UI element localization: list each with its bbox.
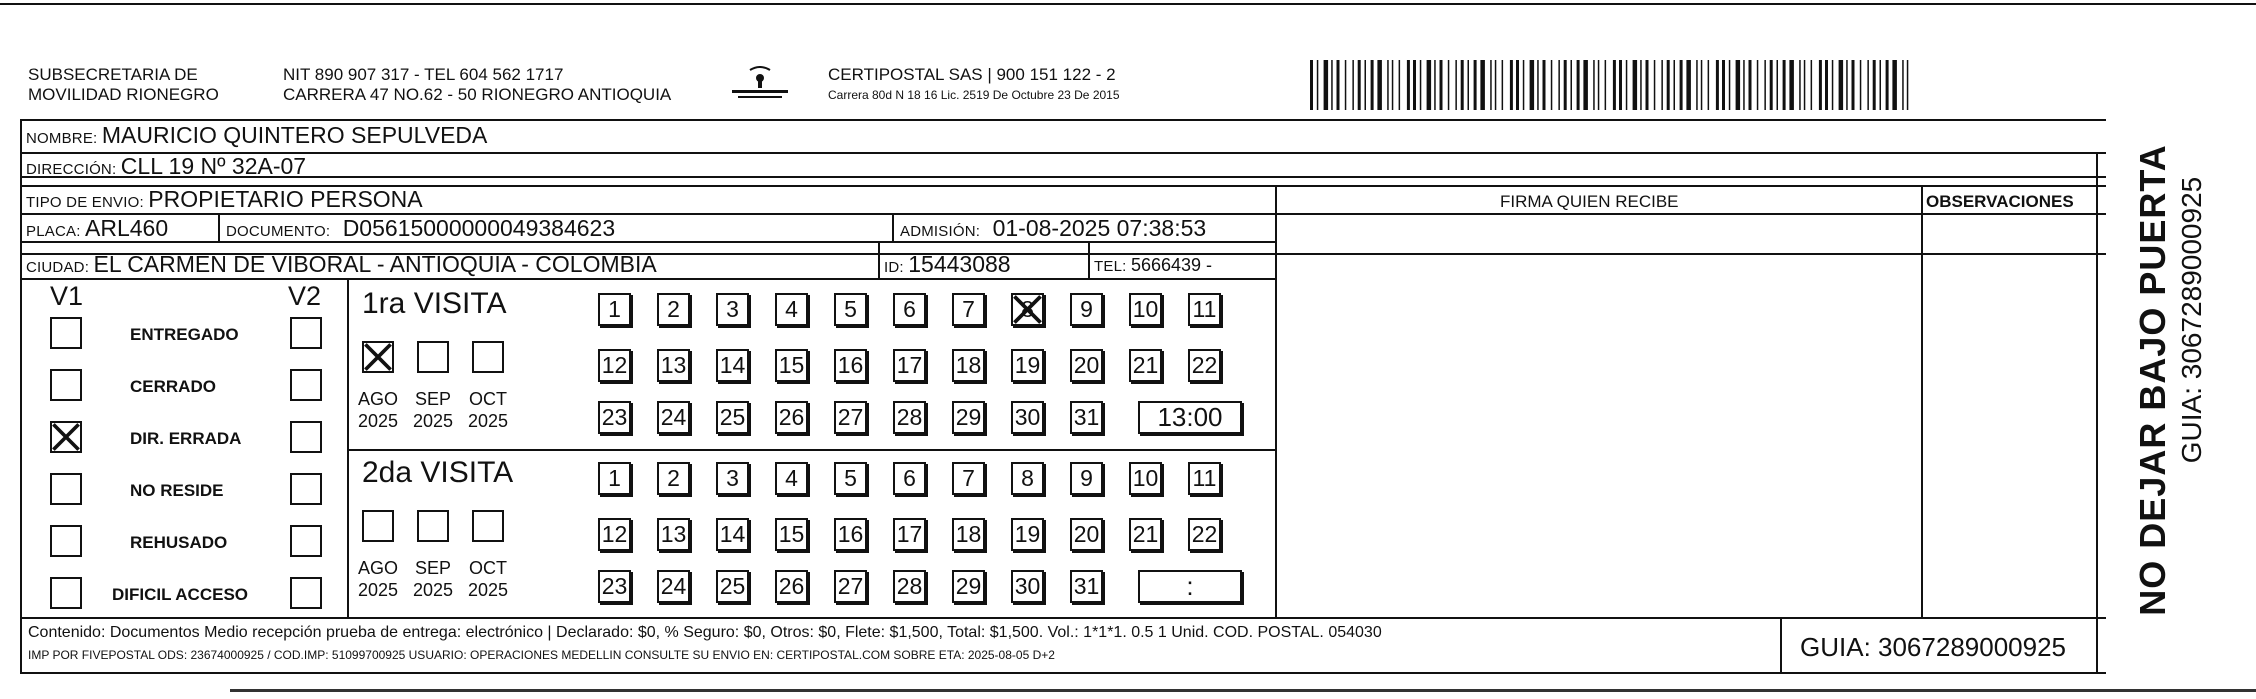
barcode-bar	[1764, 60, 1766, 110]
barcode-bar	[1407, 60, 1410, 110]
barcode-bar	[1387, 60, 1389, 110]
day-box[interactable]: 21	[1129, 349, 1162, 382]
nombre-field	[26, 124, 487, 147]
day-box[interactable]: 8	[1011, 293, 1044, 326]
footer-imp-line: IMP POR FIVEPOSTAL ODS: 23674000925 / COD.IMP: 51099700925 USUARIO: OPERACIONES MEDELLIN CONSULTE SU ENVIO EN: CERTIPOSTAL.COM SOBRE ETA: 2025-08-05 D+2	[28, 648, 1055, 662]
day-box[interactable]: 4	[775, 462, 808, 495]
barcode-bar	[1377, 60, 1382, 110]
barcode-bar	[1605, 60, 1607, 110]
row-line	[20, 241, 1275, 243]
documento-field	[226, 217, 615, 240]
table-bottom-line	[20, 672, 2106, 674]
admision-label: ADMISIÓN:	[900, 223, 981, 240]
barcode-bar	[1696, 60, 1698, 110]
barcode-bar	[1839, 60, 1844, 110]
v1-checkbox[interactable]	[50, 473, 82, 505]
day-box[interactable]: 15	[775, 518, 808, 551]
barcode-bar	[1626, 60, 1628, 110]
firma-area	[1262, 253, 1274, 254]
month-checkbox[interactable]	[417, 510, 449, 542]
day-box[interactable]: 4	[775, 293, 808, 326]
barcode-bar	[1413, 60, 1416, 110]
barcode-bar	[1832, 60, 1834, 110]
v1-checkbox[interactable]	[50, 525, 82, 557]
col-line	[347, 278, 349, 617]
month-label: AGO 2025	[357, 389, 399, 431]
barcode-bar	[1640, 60, 1642, 110]
barcode-bar	[1674, 60, 1676, 110]
barcode-bar	[1537, 60, 1539, 110]
barcode-bar	[1777, 60, 1779, 110]
v1-checkbox[interactable]	[50, 577, 82, 609]
admision-value: 01-08-2025 07:38:53	[992, 215, 1207, 241]
day-box[interactable]: 24	[657, 401, 690, 434]
barcode-bar	[1593, 60, 1595, 110]
barcode-bar	[1577, 60, 1580, 110]
barcode-bar	[1434, 60, 1436, 110]
barcode-bar	[1530, 60, 1535, 110]
day-box[interactable]: 20	[1070, 518, 1103, 551]
barcode-bar	[1440, 60, 1443, 110]
month-checkbox[interactable]	[472, 510, 504, 542]
barcode-bar	[1310, 60, 1313, 110]
day-box[interactable]: 14	[716, 518, 749, 551]
day-box[interactable]: 25	[716, 570, 749, 603]
barcode-bar	[1613, 60, 1616, 110]
barcode-bar	[1502, 60, 1504, 110]
top-edge-line	[0, 3, 2256, 5]
barcode-bar	[1633, 60, 1638, 110]
day-box[interactable]: 16	[834, 349, 867, 382]
month-label: AGO 2025	[357, 558, 399, 600]
month-label: SEP 2025	[412, 389, 454, 431]
row-line	[347, 449, 1275, 451]
direccion-value: CLL 19 Nº 32A-07	[120, 153, 307, 179]
day-box[interactable]: 19	[1011, 518, 1044, 551]
barcode-bar	[1770, 60, 1773, 110]
barcode-bar	[1783, 60, 1786, 110]
v1-checkbox[interactable]	[50, 421, 82, 453]
address-text: CARRERA 47 NO.62 - 50 RIONEGRO ANTIOQUIA	[283, 85, 672, 104]
direccion-label: DIRECCIÓN:	[26, 161, 117, 178]
barcode-bar	[1667, 60, 1670, 110]
barcode-bar	[1701, 60, 1703, 110]
direccion-field	[26, 155, 306, 178]
day-box[interactable]: 5	[834, 462, 867, 495]
id-field	[884, 253, 1011, 276]
no-dejar-bajo-puerta-text: NO DEJAR BAJO PUERTA	[2132, 144, 2173, 616]
day-box[interactable]: 2	[657, 462, 690, 495]
barcode-bar	[1399, 60, 1401, 110]
day-box[interactable]: 20	[1070, 349, 1103, 382]
day-box[interactable]: 22	[1188, 349, 1221, 382]
col-line	[218, 213, 220, 241]
observaciones-header: OBSERVACIONES	[1926, 192, 2074, 211]
v2-checkbox[interactable]	[290, 369, 322, 401]
col-line	[892, 213, 894, 241]
day-box[interactable]: 21	[1129, 518, 1162, 551]
barcode-bar	[1736, 60, 1741, 110]
day-box[interactable]: 29	[952, 401, 985, 434]
day-box[interactable]: 7	[952, 462, 985, 495]
col-line	[1780, 617, 1782, 674]
day-box[interactable]: 23	[598, 401, 631, 434]
day-box[interactable]: 27	[834, 570, 867, 603]
day-box[interactable]: 24	[657, 570, 690, 603]
day-box[interactable]: 6	[893, 293, 926, 326]
day-box[interactable]: 16	[834, 518, 867, 551]
day-box[interactable]: 3	[716, 462, 749, 495]
v1-header: V1	[50, 281, 84, 311]
v1-checkbox[interactable]	[50, 369, 82, 401]
id-label: ID:	[884, 259, 904, 276]
day-box[interactable]: 13	[657, 518, 690, 551]
col-line	[1275, 185, 1277, 619]
barcode-bar	[1331, 60, 1333, 110]
barcode-bar	[1680, 60, 1683, 110]
barcode-bar	[1686, 60, 1691, 110]
status-label: ENTREGADO	[130, 325, 239, 344]
month-label: SEP 2025	[412, 558, 454, 600]
day-box[interactable]: 11	[1188, 293, 1221, 326]
day-box[interactable]: 25	[716, 401, 749, 434]
day-box[interactable]: 28	[893, 570, 926, 603]
day-box[interactable]: 1	[598, 462, 631, 495]
nombre-label: NOMBRE:	[26, 130, 98, 147]
day-box[interactable]: 10	[1129, 293, 1162, 326]
month-checkbox[interactable]	[472, 341, 504, 373]
col-line	[878, 241, 880, 278]
barcode-bar	[1495, 60, 1497, 110]
col-line	[1921, 185, 1923, 619]
row-line	[20, 278, 1275, 280]
day-box[interactable]: 18	[952, 518, 985, 551]
tel-value: 5666439 -	[1130, 255, 1213, 275]
barcode-bar	[1722, 60, 1725, 110]
barcode-bar	[1543, 60, 1546, 110]
barcode-bar	[1757, 60, 1759, 110]
status-label: REHUSADO	[130, 533, 228, 552]
barcode-bar	[1907, 60, 1909, 110]
barcode-bar	[1365, 60, 1367, 110]
bottom-edge-line	[230, 689, 2256, 692]
barcode-bar	[1392, 60, 1394, 110]
barcode-bar	[1420, 60, 1422, 110]
day-box[interactable]: 29	[952, 570, 985, 603]
month-checkbox[interactable]	[362, 510, 394, 542]
barcode-bar	[1480, 60, 1485, 110]
day-box[interactable]: 12	[598, 518, 631, 551]
placa-field	[26, 217, 168, 240]
placa-value: ARL460	[85, 215, 169, 241]
day-box[interactable]: 22	[1188, 518, 1221, 551]
month-checkbox[interactable]	[362, 341, 394, 373]
day-box[interactable]: 26	[775, 401, 808, 434]
v2-checkbox[interactable]	[290, 473, 322, 505]
day-box[interactable]: 3	[716, 293, 749, 326]
barcode-bar	[1583, 60, 1588, 110]
day-box[interactable]: 10	[1129, 462, 1162, 495]
visit-title: 2da VISITA	[362, 456, 514, 489]
barcode-bar	[1729, 60, 1731, 110]
day-box[interactable]: 9	[1070, 462, 1103, 495]
barcode-bar	[1804, 60, 1806, 110]
day-box[interactable]: 9	[1070, 293, 1103, 326]
day-box[interactable]: 31	[1070, 570, 1103, 603]
v1-checkbox[interactable]	[50, 317, 82, 349]
barcode-bar	[1317, 60, 1319, 110]
barcode-bar	[1523, 60, 1525, 110]
barcode-bar	[1371, 60, 1374, 110]
nombre-value: MAURICIO QUINTERO SEPULVEDA	[101, 122, 488, 148]
status-label: CERRADO	[130, 377, 216, 396]
barcode-bar	[1867, 60, 1869, 110]
barcode-bar	[1852, 60, 1855, 110]
status-label: DIR. ERRADA	[130, 429, 242, 448]
footer-guia: GUIA: 3067289000925	[1800, 632, 2066, 662]
barcode-bar	[1846, 60, 1848, 110]
barcode	[1310, 60, 1920, 110]
day-box[interactable]: 26	[775, 570, 808, 603]
v2-checkbox[interactable]	[290, 421, 322, 453]
day-box[interactable]: 18	[952, 349, 985, 382]
v2-checkbox[interactable]	[290, 525, 322, 557]
tipo-value: PROPIETARIO PERSONA	[148, 186, 423, 212]
barcode-bar	[1708, 60, 1710, 110]
status-label: NO RESIDE	[130, 481, 224, 500]
day-box[interactable]: 19	[1011, 349, 1044, 382]
id-value: 15443088	[908, 251, 1011, 277]
day-box[interactable]: 1	[598, 293, 631, 326]
barcode-bar	[1789, 60, 1794, 110]
col-line	[1088, 241, 1090, 278]
month-checkbox[interactable]	[417, 341, 449, 373]
day-box[interactable]: 15	[775, 349, 808, 382]
org-line2: MOVILIDAD RIONEGRO	[28, 85, 219, 104]
barcode-bar	[1510, 60, 1513, 110]
firma-header: FIRMA QUIEN RECIBE	[1500, 192, 1679, 211]
barcode-bar	[1598, 60, 1600, 110]
v2-checkbox[interactable]	[290, 577, 322, 609]
barcode-bar	[1345, 60, 1347, 110]
month-label: OCT 2025	[467, 558, 509, 600]
col-line	[20, 119, 22, 674]
day-box[interactable]: 30	[1011, 570, 1044, 603]
day-box[interactable]: 8	[1011, 462, 1044, 495]
ciudad-field	[26, 253, 657, 276]
status-label: DIFICIL ACCESO	[112, 585, 249, 604]
carrier-address: Carrera 80d N 18 16 Lic. 2519 De Octubre 23 De 2015	[828, 88, 1120, 102]
barcode-bar	[1892, 60, 1897, 110]
vertical-guia-text: GUIA: 3067289000925	[2176, 176, 2207, 464]
barcode-bar	[1455, 60, 1457, 110]
tel-field	[1094, 256, 1212, 275]
day-box[interactable]: 27	[834, 401, 867, 434]
barcode-bar	[1474, 60, 1477, 110]
day-box[interactable]: 11	[1188, 462, 1221, 495]
documento-value: D05615000000049384623	[342, 215, 616, 241]
barcode-bar	[1873, 60, 1876, 110]
barcode-bar	[1743, 60, 1745, 110]
tipo-label: TIPO DE ENVIO:	[26, 194, 144, 211]
day-box[interactable]: 17	[893, 349, 926, 382]
row-line	[20, 617, 2106, 619]
day-box[interactable]: 31	[1070, 401, 1103, 434]
day-box[interactable]: 17	[893, 518, 926, 551]
day-box[interactable]: 12	[598, 349, 631, 382]
barcode-bar	[1886, 60, 1889, 110]
barcode-bar	[1324, 60, 1329, 110]
day-box[interactable]: 6	[893, 462, 926, 495]
v2-header: V2	[288, 281, 322, 311]
day-box[interactable]: 14	[716, 349, 749, 382]
barcode-bar	[1902, 60, 1904, 110]
admision-field	[900, 217, 1206, 240]
barcode-bar	[1427, 60, 1432, 110]
day-box[interactable]: 5	[834, 293, 867, 326]
barcode-bar	[1516, 60, 1519, 110]
barcode-bar	[1799, 60, 1801, 110]
tel-label: TEL:	[1094, 258, 1127, 275]
documento-label: DOCUMENTO:	[226, 223, 331, 240]
row-line	[20, 152, 2106, 154]
v2-checkbox[interactable]	[290, 317, 322, 349]
barcode-bar	[1490, 60, 1492, 110]
day-box[interactable]: 2	[657, 293, 690, 326]
barcode-bar	[1468, 60, 1470, 110]
col-line	[2096, 152, 2098, 674]
certipostal-logo	[728, 66, 792, 104]
barcode-bar	[1646, 60, 1649, 110]
barcode-bar	[1448, 60, 1450, 110]
barcode-bar	[1558, 60, 1560, 110]
tipo-field	[26, 188, 423, 211]
ciudad-value: EL CARMEN DE VIBORAL - ANTIOQUIA - COLOMBIA	[93, 251, 657, 277]
day-box[interactable]: 23	[598, 570, 631, 603]
barcode-bar	[1661, 60, 1663, 110]
barcode-bar	[1819, 60, 1822, 110]
day-box[interactable]: 7	[952, 293, 985, 326]
day-box[interactable]: 13	[657, 349, 690, 382]
barcode-bar	[1811, 60, 1813, 110]
barcode-bar	[1551, 60, 1553, 110]
barcode-bar	[1619, 60, 1622, 110]
barcode-bar	[1654, 60, 1656, 110]
carrier-text: CERTIPOSTAL SAS | 900 151 122 - 2	[828, 65, 1116, 84]
barcode-bar	[1716, 60, 1719, 110]
month-label: OCT 2025	[467, 389, 509, 431]
row-line	[20, 176, 2106, 178]
barcode-bar	[1461, 60, 1464, 110]
barcode-bar	[1352, 60, 1354, 110]
table-top-line	[20, 119, 2106, 121]
org-line1: SUBSECRETARIA DE	[28, 65, 198, 84]
ciudad-label: CIUDAD:	[26, 259, 90, 276]
barcode-bar	[1880, 60, 1882, 110]
day-box[interactable]: 30	[1011, 401, 1044, 434]
visit-time-box[interactable]: 13:00	[1138, 401, 1242, 434]
barcode-bar	[1749, 60, 1752, 110]
barcode-bar	[1358, 60, 1361, 110]
visit-time-box[interactable]: :	[1138, 570, 1242, 603]
day-box[interactable]: 28	[893, 401, 926, 434]
barcode-bar	[1564, 60, 1567, 110]
barcode-bar	[1571, 60, 1573, 110]
footer-content-line: Contenido: Documentos Medio recepción prueba de entrega: electrónico | Declarado: $0, % Seguro: $0, Otros: $0, Flete: $1,500, Total: $1,500. Vol.: 1*1*1. 0.5 1 Unid. COD. POSTAL. 054030	[28, 624, 1382, 641]
placa-label: PLACA:	[26, 223, 81, 240]
nit-text: NIT 890 907 317 - TEL 604 562 1717	[283, 65, 564, 84]
barcode-bar	[1825, 60, 1828, 110]
visit-title: 1ra VISITA	[362, 287, 507, 320]
barcode-bar	[1860, 60, 1862, 110]
barcode-bar	[1337, 60, 1340, 110]
